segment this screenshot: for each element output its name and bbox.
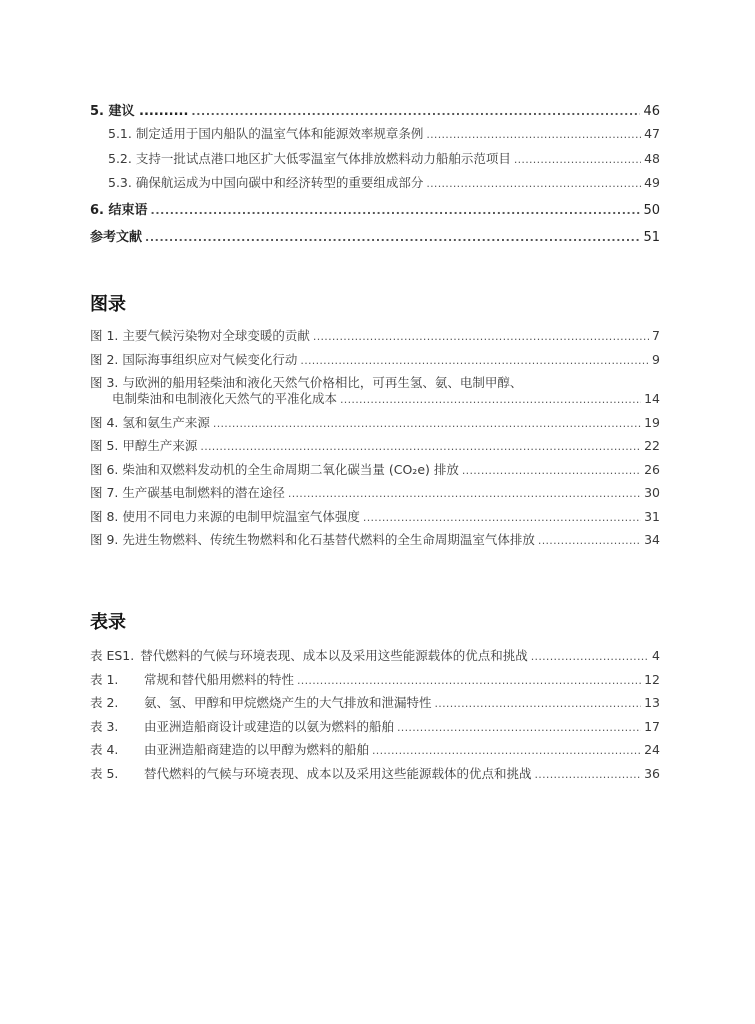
figures-list-title: 图录 — [90, 294, 126, 315]
leader-dots — [535, 766, 642, 783]
figure-entry-1[interactable] — [90, 328, 660, 345]
table-label: 由亚洲造船商设计或建造的以氨为燃料的船舶 — [144, 718, 395, 734]
toc-page-number: 47 — [644, 126, 660, 141]
leader-dots — [340, 391, 641, 408]
figure-entry-2[interactable] — [90, 352, 660, 369]
leader-dots — [538, 532, 641, 549]
toc-entry-6[interactable] — [90, 203, 660, 219]
table-number: 表 5. — [90, 765, 119, 781]
leader-dots — [426, 175, 641, 192]
figure-page-number: 34 — [644, 532, 660, 547]
table-number: 表 4. — [90, 742, 119, 757]
leader-dots — [200, 438, 641, 455]
table-number: 表 2. — [90, 695, 119, 710]
figure-entry-3[interactable] — [90, 375, 660, 408]
figure-label-continued: 电制柴油和电制液化天然气的平准化成本 — [112, 391, 338, 406]
figure-number: 图 6. — [90, 461, 119, 477]
figure-label: 国际海事组织应对气候变化行动 — [122, 351, 298, 367]
table-label: 替代燃料的气候与环境表现、成本以及采用这些能源载体的优点和挑战 — [144, 765, 532, 781]
figure-entry-7[interactable] — [90, 485, 660, 502]
toc-entry-label: 5.3. 确保航运成为中国向碳中和经济转型的重要组成部分 — [108, 175, 424, 190]
tables-list — [90, 648, 660, 789]
figure-label: 氢和氨生产来源 — [122, 414, 210, 430]
table-page-number: 12 — [644, 671, 660, 687]
leader-dots — [151, 203, 641, 219]
figures-list — [90, 328, 660, 556]
figure-number: 图 1. — [90, 328, 119, 343]
leader-dots — [426, 126, 641, 143]
table-entry-3[interactable] — [90, 719, 660, 736]
figure-number: 图 8. — [90, 508, 119, 524]
toc-entry-5-1[interactable] — [90, 126, 660, 143]
leader-dots — [514, 151, 641, 168]
toc-entry-5[interactable] — [90, 104, 660, 120]
table-entry-1[interactable] — [90, 672, 660, 689]
toc-entry-label: 参考文献 — [90, 230, 143, 245]
table-label: 常规和替代船用燃料的特性 — [144, 671, 295, 687]
toc-entry-5-3[interactable] — [90, 175, 660, 192]
figure-page-number: 19 — [644, 414, 660, 430]
leader-dots — [363, 509, 641, 526]
figure-page-number: 7 — [652, 328, 660, 343]
figure-number: 图 5. — [90, 438, 119, 453]
figure-page-number: 14 — [644, 391, 660, 406]
figure-number: 图 2. — [90, 351, 119, 367]
toc-entry-label: 5. 建议 .......... — [90, 104, 189, 119]
figure-label: 主要气候污染物对全球变暖的贡献 — [122, 328, 310, 343]
leader-dots — [213, 415, 641, 432]
toc-page-number: 49 — [644, 175, 660, 190]
figure-page-number: 30 — [644, 485, 660, 500]
toc-page-number: 51 — [643, 230, 660, 245]
figure-entry-4[interactable] — [90, 415, 660, 432]
figure-entry-9[interactable] — [90, 532, 660, 549]
toc-entry-label: 5.2. 支持一批试点港口地区扩大低零温室气体排放燃料动力船舶示范项目 — [108, 151, 511, 166]
figure-label: 甲醇生产来源 — [122, 438, 198, 453]
table-number: 表 3. — [90, 718, 119, 734]
figure-page-number: 22 — [644, 438, 660, 453]
table-label: 氨、氢、甲醇和甲烷燃烧产生的大气排放和泄漏特性 — [144, 695, 432, 710]
table-page-number: 17 — [644, 718, 660, 734]
leader-dots — [435, 695, 642, 712]
table-number: 表 ES1. — [90, 648, 135, 663]
figure-entry-8[interactable] — [90, 509, 660, 526]
leader-dots — [313, 328, 649, 345]
figure-entry-6[interactable] — [90, 462, 660, 479]
table-entry-es1[interactable] — [90, 648, 660, 665]
leader-dots — [191, 104, 640, 120]
figure-label: 生产碳基电制燃料的潜在途径 — [122, 485, 285, 500]
tables-list-title: 表录 — [90, 612, 126, 633]
table-number: 表 1. — [90, 671, 119, 687]
leader-dots — [462, 462, 641, 479]
figure-page-number: 9 — [652, 351, 660, 367]
leader-dots — [531, 648, 649, 665]
leader-dots — [145, 230, 640, 246]
table-page-number: 13 — [644, 695, 660, 710]
leader-dots — [288, 485, 641, 502]
toc-entry-label: 6. 结束语 — [90, 203, 148, 218]
figure-label: 使用不同电力来源的电制甲烷温室气体强度 — [122, 508, 360, 524]
figure-label: 柴油和双燃料发动机的全生命周期二氧化碳当量 (CO₂e) 排放 — [122, 461, 459, 477]
table-entry-2[interactable] — [90, 695, 660, 712]
leader-dots — [397, 719, 641, 736]
table-label: 替代燃料的气候与环境表现、成本以及采用这些能源载体的优点和挑战 — [140, 648, 528, 663]
table-page-number: 4 — [652, 648, 660, 663]
table-page-number: 36 — [644, 765, 660, 781]
figure-page-number: 26 — [644, 461, 660, 477]
toc-page-number: 46 — [643, 104, 660, 119]
table-page-number: 24 — [644, 742, 660, 757]
leader-dots — [300, 352, 649, 369]
figure-number: 图 9. — [90, 532, 119, 547]
figure-number: 图 7. — [90, 485, 119, 500]
toc-page-number: 48 — [644, 151, 660, 166]
figure-label: 先进生物燃料、传统生物燃料和化石基替代燃料的全生命周期温室气体排放 — [122, 532, 535, 547]
toc-entry-5-2[interactable] — [90, 151, 660, 168]
table-entry-4[interactable] — [90, 742, 660, 759]
figure-label: 与欧洲的船用轻柴油和液化天然气价格相比，可再生氢、氨、电制甲醇、 — [122, 375, 523, 390]
toc-page-number: 50 — [643, 203, 660, 218]
leader-dots — [297, 672, 641, 689]
leader-dots — [372, 742, 641, 759]
table-entry-5[interactable] — [90, 766, 660, 783]
figure-entry-5[interactable] — [90, 438, 660, 455]
figure-number: 图 4. — [90, 414, 119, 430]
table-label: 由亚洲造船商建造的以甲醇为燃料的船舶 — [144, 742, 370, 757]
figure-number: 图 3. — [90, 375, 119, 390]
toc-entry-references[interactable] — [90, 230, 660, 246]
figure-page-number: 31 — [644, 508, 660, 524]
toc-entry-label: 5.1. 制定适用于国内船队的温室气体和能源效率规章条例 — [108, 126, 424, 141]
